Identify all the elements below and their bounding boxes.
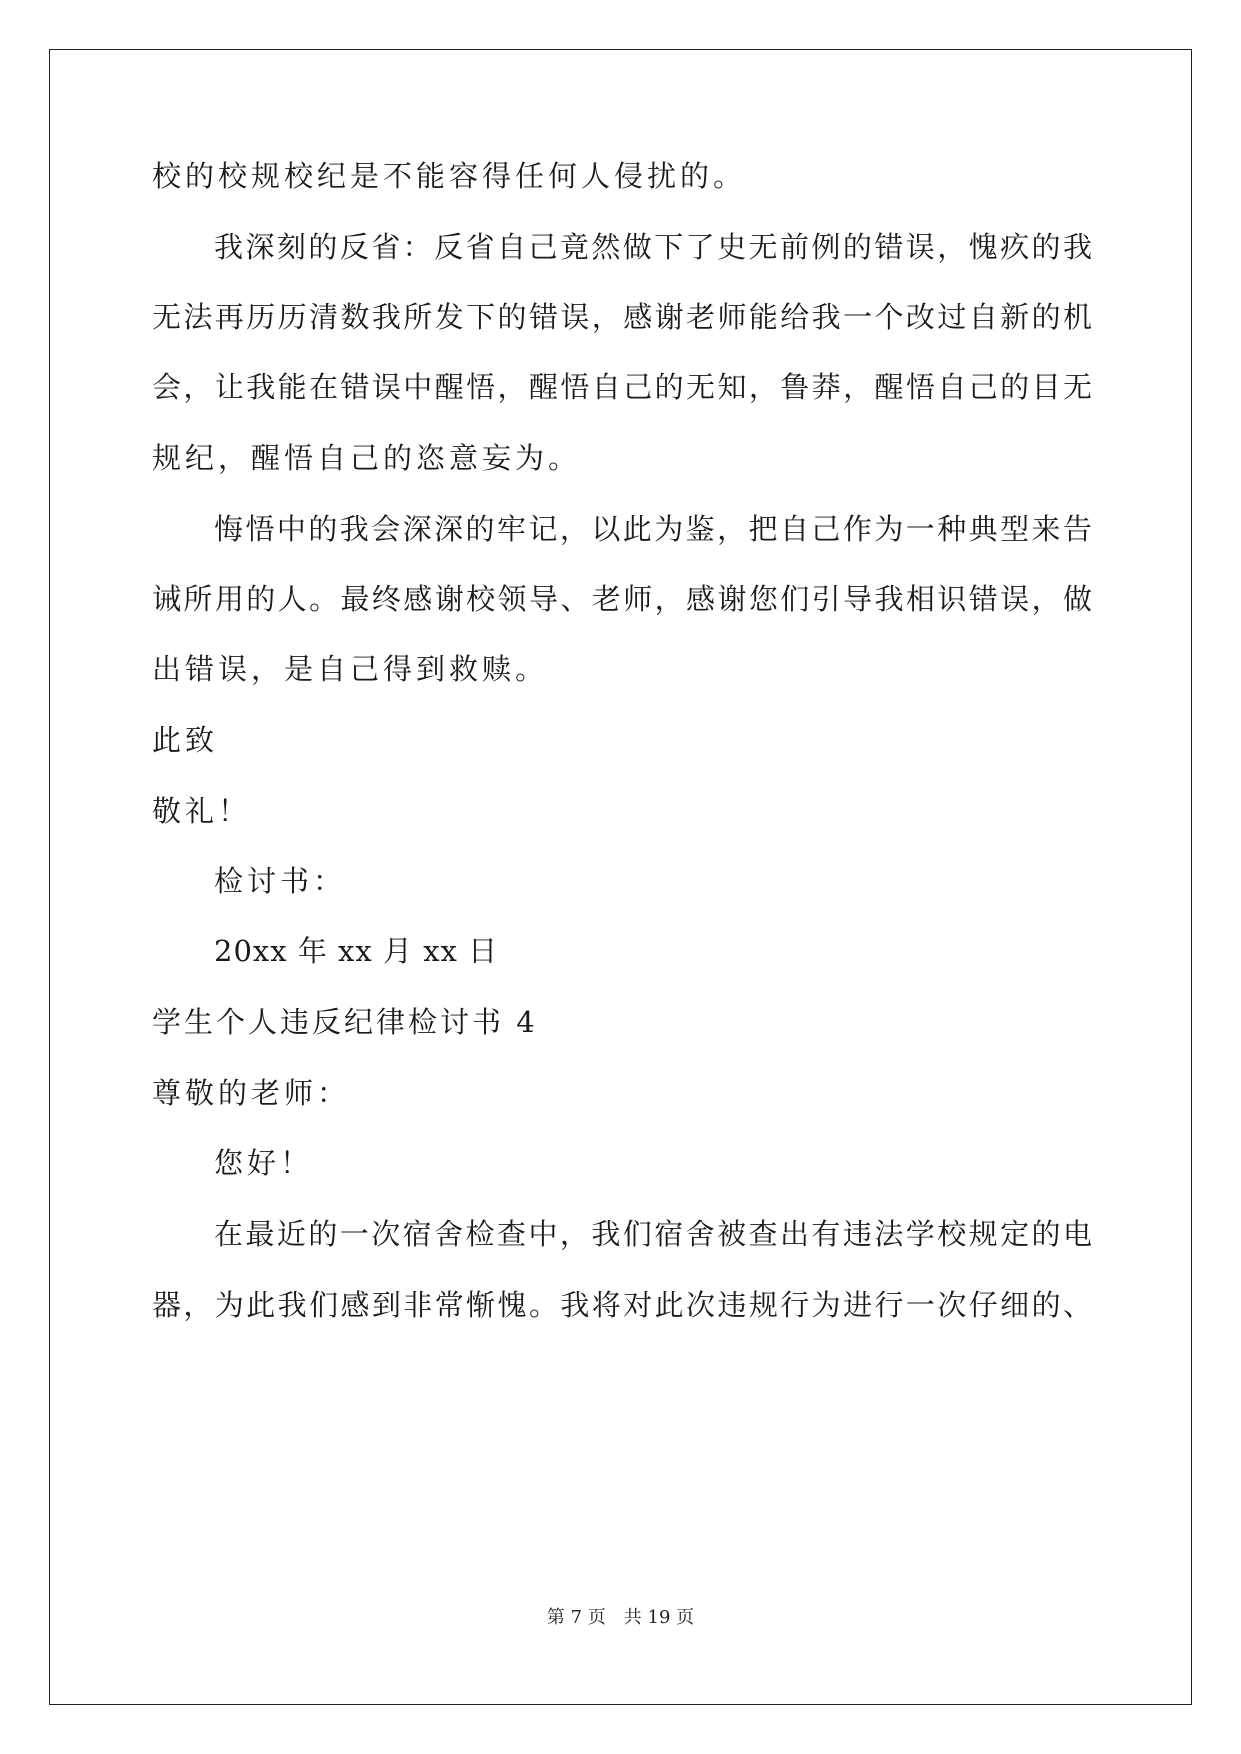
page-number: 第 7 页 — [546, 1607, 606, 1628]
date-line: 20xx 年 xx 月 xx 日 — [214, 934, 499, 968]
text-line: 在最近的一次宿舍检查中，我们宿舍被查出有违法学校规定的电 — [214, 1217, 1092, 1251]
text-line: 会，让我能在错误中醒悟，醒悟自己的无知，鲁莽，醒悟自己的目无 — [152, 370, 1092, 404]
text-line: 诫所用的人。最终感谢校领导、老师，感谢您们引导我相识错误，做 — [152, 582, 1092, 616]
closing-regards: 敬礼！ — [152, 794, 252, 828]
greeting-hello: 您好！ — [214, 1146, 314, 1180]
text-line: 规纪，醒悟自己的恣意妄为。 — [152, 441, 582, 475]
closing-salutation: 此致 — [152, 723, 219, 757]
text-line: 校的校规校纪是不能容得任何人侵扰的。 — [152, 159, 747, 193]
signature-label: 检讨书： — [214, 864, 347, 898]
page-total: 共 19 页 — [623, 1607, 695, 1628]
text-line: 我深刻的反省：反省自己竟然做下了史无前例的错误，愧疚的我 — [214, 230, 1092, 264]
text-line: 出错误，是自己得到救赎。 — [152, 652, 549, 686]
text-line: 无法再历历清数我所发下的错误，感谢老师能给我一个改过自新的机 — [152, 300, 1092, 334]
greeting: 尊敬的老师： — [152, 1076, 351, 1110]
text-line: 器，为此我们感到非常惭愧。我将对此次违规行为进行一次仔细的、 — [152, 1288, 1092, 1322]
page-footer — [0, 1606, 1241, 1630]
text-line: 悔悟中的我会深深的牢记，以此为鉴，把自己作为一种典型来告 — [214, 512, 1092, 546]
section-heading: 学生个人违反纪律检讨书 4 — [152, 1005, 538, 1039]
